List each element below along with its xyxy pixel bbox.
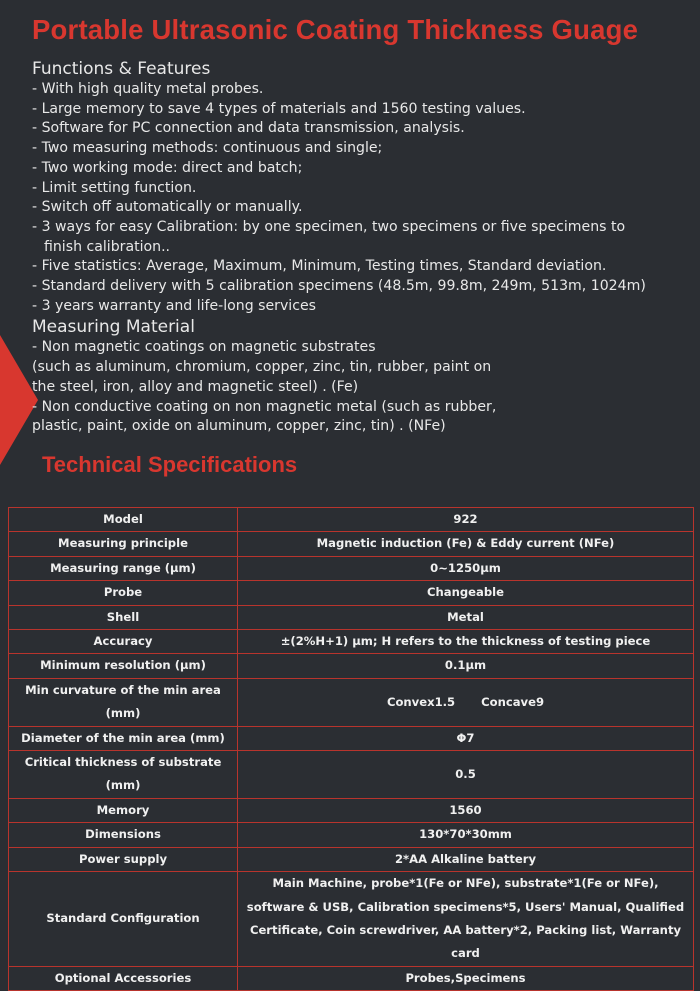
material-item: the steel, iron, alloy and magnetic steel) . (Fe) — [32, 378, 359, 395]
table-row — [9, 630, 694, 654]
spec-table — [8, 507, 694, 991]
spec-value: 0~1250μm — [238, 556, 694, 580]
spec-value: 922 — [238, 508, 694, 532]
page-title: Portable Ultrasonic Coating Thickness Guage — [32, 14, 639, 45]
feature-item: - Large memory to save 4 types of materials and 1560 testing values. — [32, 100, 526, 117]
spec-key: Accuracy — [9, 630, 238, 654]
table-row — [9, 726, 694, 750]
spec-value-concave: Concave9 — [481, 694, 545, 709]
table-row — [9, 872, 694, 967]
table-row — [9, 581, 694, 605]
spec-value-convex: Convex1.5 — [386, 694, 456, 709]
material-item: plastic, paint, oxide on aluminum, copper, zinc, tin) . (NFe) — [32, 418, 446, 435]
material-heading: Measuring Material — [32, 317, 195, 338]
spec-value: Magnetic induction (Fe) & Eddy current (NFe) — [238, 532, 694, 556]
spec-key: Measuring principle — [9, 532, 238, 556]
table-row — [9, 678, 694, 726]
table-row — [9, 556, 694, 580]
spec-key: Standard Configuration — [9, 872, 238, 967]
spec-key: Power supply — [9, 847, 238, 871]
spec-key: Diameter of the min area (mm) — [9, 726, 238, 750]
spec-key: Minimum resolution (μm) — [9, 654, 238, 678]
table-row — [9, 751, 694, 799]
table-row — [9, 823, 694, 847]
spec-value: Main Machine, probe*1(Fe or NFe), substrate*1(Fe or NFe), software & USB, Calibration specimens*5, Users' Manual, Qualified Certificate, Coin screwdriver, AA battery*2, Packing list, Warranty card — [238, 872, 694, 967]
feature-item: - 3 ways for easy Calibration: by one specimen, two specimens or five specimens to — [32, 218, 626, 235]
feature-item-continuation: finish calibration.. — [44, 238, 171, 255]
spec-value: 1560 — [238, 798, 694, 822]
features-block — [32, 58, 700, 437]
table-row — [9, 532, 694, 556]
spec-key: Memory — [9, 798, 238, 822]
feature-item: - Switch off automatically or manually. — [32, 199, 303, 216]
spec-key: Probe — [9, 581, 238, 605]
spec-key: Optional Accessories — [9, 966, 238, 990]
spec-value: 2*AA Alkaline battery — [238, 847, 694, 871]
spec-value: 0.1μm — [238, 654, 694, 678]
spec-value: 0.5 — [238, 751, 694, 799]
spec-value: ±(2%H+1) μm; H refers to the thickness of testing piece — [238, 630, 694, 654]
feature-item: - Software for PC connection and data transmission, analysis. — [32, 120, 465, 137]
spec-key: Model — [9, 508, 238, 532]
table-row — [9, 847, 694, 871]
feature-item: - With high quality metal probes. — [32, 81, 264, 97]
spec-key: Min curvature of the min area (mm) — [9, 678, 238, 726]
table-row — [9, 654, 694, 678]
material-item: - Non conductive coating on non magnetic metal (such as rubber, — [32, 398, 497, 415]
table-row — [9, 966, 694, 990]
spec-key: Dimensions — [9, 823, 238, 847]
spec-value: Metal — [238, 605, 694, 629]
spec-value: Probes,Specimens — [238, 966, 694, 990]
table-row — [9, 605, 694, 629]
feature-item: - 3 years warranty and life-long services — [32, 297, 316, 314]
spec-value: Φ7 — [238, 726, 694, 750]
feature-item: - Limit setting function. — [32, 179, 197, 196]
table-row — [9, 798, 694, 822]
spec-heading: Technical Specifications — [42, 452, 298, 477]
feature-item: - Two working mode: direct and batch; — [32, 159, 303, 176]
spec-key: Measuring range (μm) — [9, 556, 238, 580]
spec-key: Critical thickness of substrate (mm) — [9, 751, 238, 799]
table-row — [9, 508, 694, 532]
spec-key: Shell — [9, 605, 238, 629]
feature-item: - Two measuring methods: continuous and single; — [32, 140, 383, 157]
features-heading: Functions & Features — [32, 59, 211, 79]
material-item: - Non magnetic coatings on magnetic substrates — [32, 339, 376, 356]
feature-item: - Five statistics: Average, Maximum, Minimum, Testing times, Standard deviation. — [32, 258, 607, 275]
spec-value: Changeable — [238, 581, 694, 605]
spec-value — [238, 678, 694, 726]
spec-value: 130*70*30mm — [238, 823, 694, 847]
feature-item: - Standard delivery with 5 calibration specimens (48.5m, 99.8m, 249m, 513m, 1024m) — [32, 278, 646, 295]
material-item: (such as aluminum, chromium, copper, zinc, tin, rubber, paint on — [32, 359, 492, 376]
